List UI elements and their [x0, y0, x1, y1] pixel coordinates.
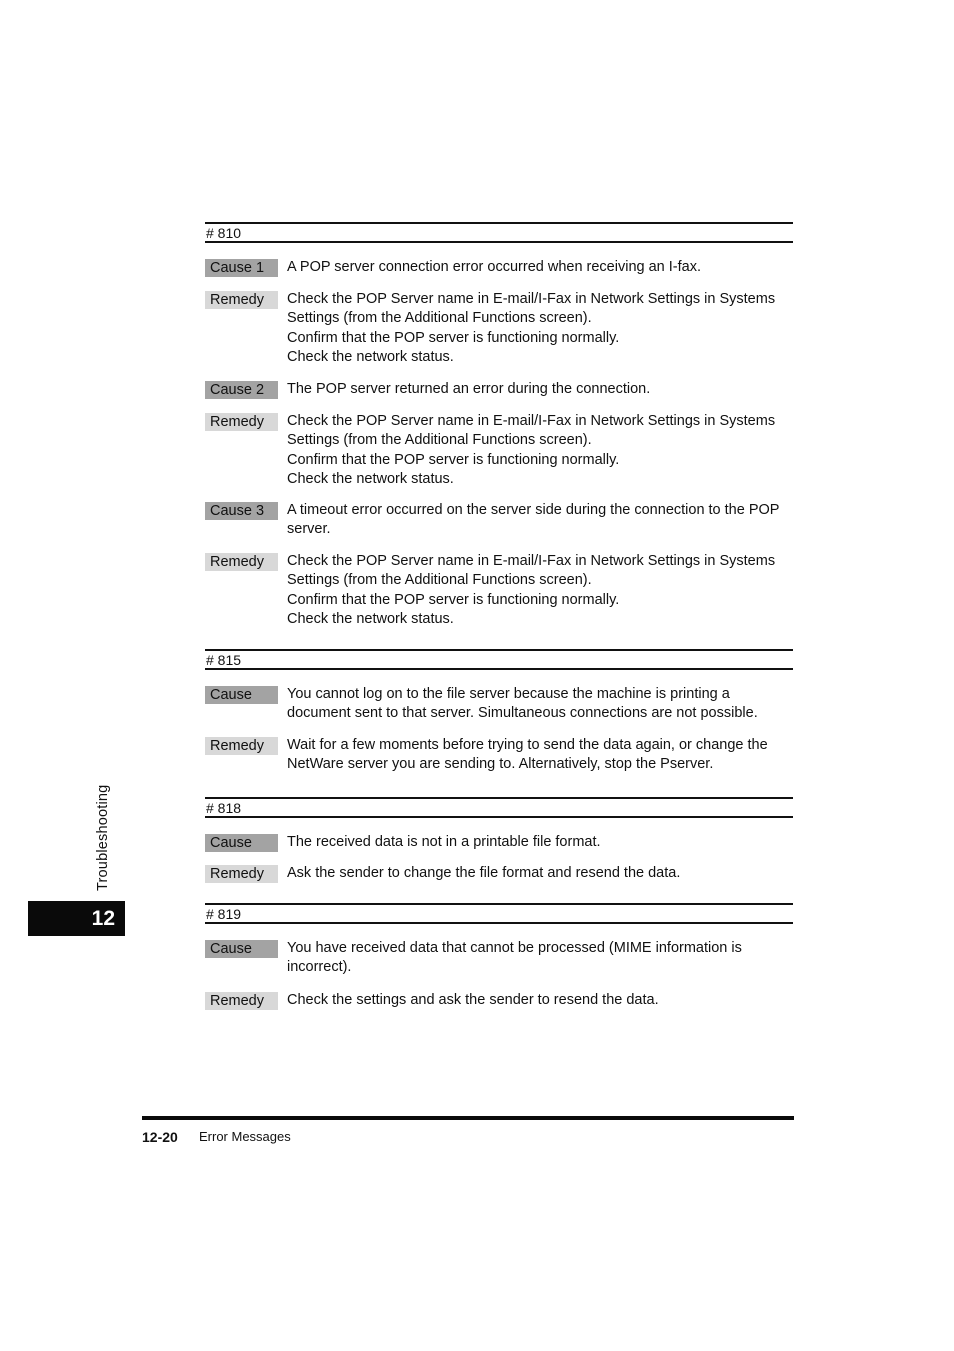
cause-text	[287, 501, 793, 540]
text-line: Check the network status.	[287, 471, 454, 488]
chapter-side-label: Troubleshooting	[95, 784, 111, 891]
cause-row	[205, 258, 793, 290]
text-line: Check the settings and ask the sender to resend the data.	[287, 992, 659, 1008]
remedy-tag: Remedy	[205, 553, 278, 571]
cause-row	[205, 501, 793, 552]
remedy-text	[287, 864, 793, 883]
remedy-row	[205, 991, 793, 1010]
cause-text	[287, 258, 793, 277]
text-line: Confirm that the POP server is functioning normally.	[287, 329, 620, 346]
cause-tag: Cause 3	[205, 502, 278, 520]
cause-tag: Cause	[205, 834, 278, 852]
error-code-header: # 815	[205, 649, 793, 670]
cause-tag: Cause	[205, 686, 278, 704]
remedy-text	[287, 290, 793, 368]
remedy-tag: Remedy	[205, 291, 278, 309]
cause-text	[287, 939, 793, 978]
error-list	[205, 222, 793, 1010]
error-code-header: # 819	[205, 903, 793, 924]
error-rows	[205, 243, 793, 649]
text-line: Confirm that the POP server is functioning normally.	[287, 451, 620, 468]
text-line: Check the POP Server name in E-mail/I-Fax in Network Settings in Systems Settings (from the Additional Functions screen).	[287, 553, 776, 589]
cause-row	[205, 939, 793, 991]
error-section-818	[205, 797, 793, 903]
remedy-text	[287, 412, 793, 490]
text-line: Check the POP Server name in E-mail/I-Fax in Network Settings in Systems Settings (from the Additional Functions screen).	[287, 291, 776, 327]
text-line: Confirm that the POP server is functioning normally.	[287, 591, 620, 608]
chapter-number-tab: 12	[28, 901, 125, 936]
error-section-815	[205, 649, 793, 797]
text-line: Check the network status.	[287, 349, 454, 366]
text-line: You cannot log on to the file server because the machine is printing a document sent to that server. Simultaneous connections are not possible.	[287, 686, 758, 722]
text-line: The received data is not in a printable file format.	[287, 834, 601, 850]
remedy-tag: Remedy	[205, 737, 278, 755]
cause-tag: Cause	[205, 940, 278, 958]
remedy-text	[287, 552, 793, 630]
remedy-tag: Remedy	[205, 865, 278, 883]
error-code-header: # 818	[205, 797, 793, 818]
page-number: 12-20	[142, 1129, 178, 1145]
cause-row	[205, 833, 793, 864]
remedy-row	[205, 736, 793, 775]
text-line: A timeout error occurred on the server side during the connection to the POP server.	[287, 502, 780, 538]
text-line: You have received data that cannot be processed (MIME information is incorrect).	[287, 940, 742, 976]
cause-row	[205, 380, 793, 412]
error-rows	[205, 818, 793, 903]
remedy-text	[287, 991, 793, 1010]
error-section-819	[205, 903, 793, 1010]
remedy-row	[205, 552, 793, 632]
cause-text	[287, 685, 793, 724]
remedy-tag: Remedy	[205, 413, 278, 431]
remedy-tag: Remedy	[205, 992, 278, 1010]
text-line: Ask the sender to change the file format and resend the data.	[287, 865, 681, 881]
cause-row	[205, 685, 793, 736]
footer-rule	[142, 1116, 794, 1120]
cause-tag: Cause 2	[205, 381, 278, 399]
error-code-header: # 810	[205, 222, 793, 243]
text-line: The POP server returned an error during the connection.	[287, 381, 651, 397]
text-line: Check the POP Server name in E-mail/I-Fax in Network Settings in Systems Settings (from the Additional Functions screen).	[287, 413, 776, 449]
remedy-text	[287, 736, 793, 775]
text-line: A POP server connection error occurred when receiving an I-fax.	[287, 259, 701, 275]
remedy-row	[205, 864, 793, 883]
cause-text	[287, 833, 793, 852]
error-rows	[205, 670, 793, 797]
text-line: Check the network status.	[287, 611, 454, 628]
remedy-row	[205, 412, 793, 501]
footer-section-title: Error Messages	[199, 1129, 291, 1144]
cause-text	[287, 380, 793, 399]
error-section-810	[205, 222, 793, 649]
text-line: Wait for a few moments before trying to send the data again, or change the NetWare server you are sending to. Alternatively, stop the Pserver.	[287, 737, 768, 773]
error-rows	[205, 924, 793, 1010]
cause-tag: Cause 1	[205, 259, 278, 277]
remedy-row	[205, 290, 793, 380]
